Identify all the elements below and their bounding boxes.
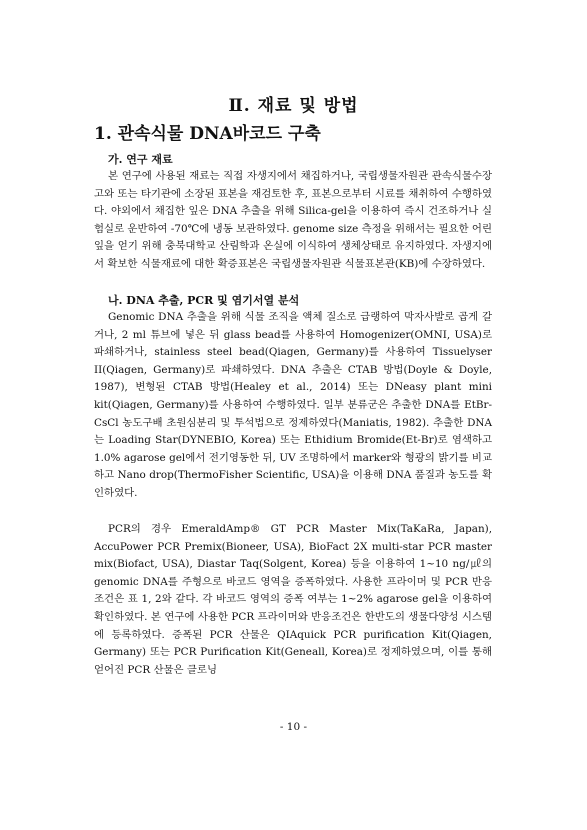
paragraph-materials: 본 연구에 사용된 재료는 직접 자생지에서 채집하거나, 국립생물자원관 관속식물수장고와 또는 타기관에 소장된 표본을 재검토한 후, 표본으로부터 시료를 채취하여 수행하였다. 야외에서 채집한 잎은 DNA 추출을 위해 Silica-gel을 이용하여 즉시 건조하거나 실험실로 운반하여 -70℃에 냉동 보관하였다. genome size 측정을 위해서는 필요한 어린잎을 얻기 위해 충북대학교 산림학과 온실에 이식하여 생체상태로 유지하였다. 자생지에서 확보한 식물재료에 대한 확증표본은 국립생물자원관 식물표본관(KB)에 수장하였다. xyxy=(94,170,492,270)
section-title: 1. 관속식물 DNA바코드 구축 xyxy=(94,124,321,144)
paragraph-pcr: PCR의 경우 EmeraldAmp® GT PCR Master Mix(TaKaRa, Japan), AccuPower PCR Premix(Bioneer, USA), BioFact 2X multi-star PCR master mix(Biofact, USA), Diastar Taq(Solgent, Korea) 등을 이용하여 1~10 ng/㎕의 genomic DNA를 주형으로 바코드 영역을 증폭하였다. 사용한 프라이머 및 PCR 반응조건은 표 1, 2와 같다. 각 바코드 영역의 증폭 여부는 1~2% agarose gel을 이용하여 확인하였다. 본 연구에 사용한 PCR 프라이머와 반응조건은 한반도의 생물다양성 시스템에 등록하였다. 증폭된 PCR 산물은 QIAquick PCR purification Kit(Qiagen, Germany) 또는 PCR Purification Kit(Geneall, Korea)로 정제하였으며, 이를 통해 얻어진 PCR 산물은 클로닝 xyxy=(94,523,492,676)
subsection-heading-materials: 가. 연구 재료 xyxy=(108,153,173,166)
page-number: - 10 - xyxy=(279,721,308,733)
paragraph-dna-extraction: Genomic DNA 추출을 위해 식물 조직을 액체 질소로 급랭하여 막자사발로 곱게 갈거나, 2 ml 튜브에 넣은 뒤 glass bead를 사용하여 Homogenizer(OMNI, USA)로 파쇄하거나, stainless steel bead(Qiagen, Germany)를 사용하여 Tissuelyser II(Qiagen, Germany)로 파쇄하였다. DNA 추출은 CTAB 방법(Doyle & Doyle, 1987), 변형된 CTAB 방법(Healey et al., 2014) 또는 DNeasy plant mini kit(Qiagen, Germany)를 사용하여 수행하였다. 일부 분류군은 추출한 DNA를 EtBr-CsCl 농도구배 초원심분리 및 투석법으로 정제하였다(Maniatis, 1982). 추출한 DNA는 Loading Star(DYNEBIO, Korea) 또는 Ethidium Bromide(Et-Br)로 염색하고 1.0% agarose gel에서 전기영동한 뒤, UV 조명하에서 marker와 형광의 밝기를 비교하고 Nano drop(ThermoFisher Scientific, USA)을 이용해 DNA 품질과 농도를 확인하였다. xyxy=(94,311,492,499)
subsection-heading-methods: 나. DNA 추출, PCR 및 염기서열 분석 xyxy=(108,294,300,307)
chapter-title: Ⅱ. 재료 및 방법 xyxy=(228,96,359,116)
